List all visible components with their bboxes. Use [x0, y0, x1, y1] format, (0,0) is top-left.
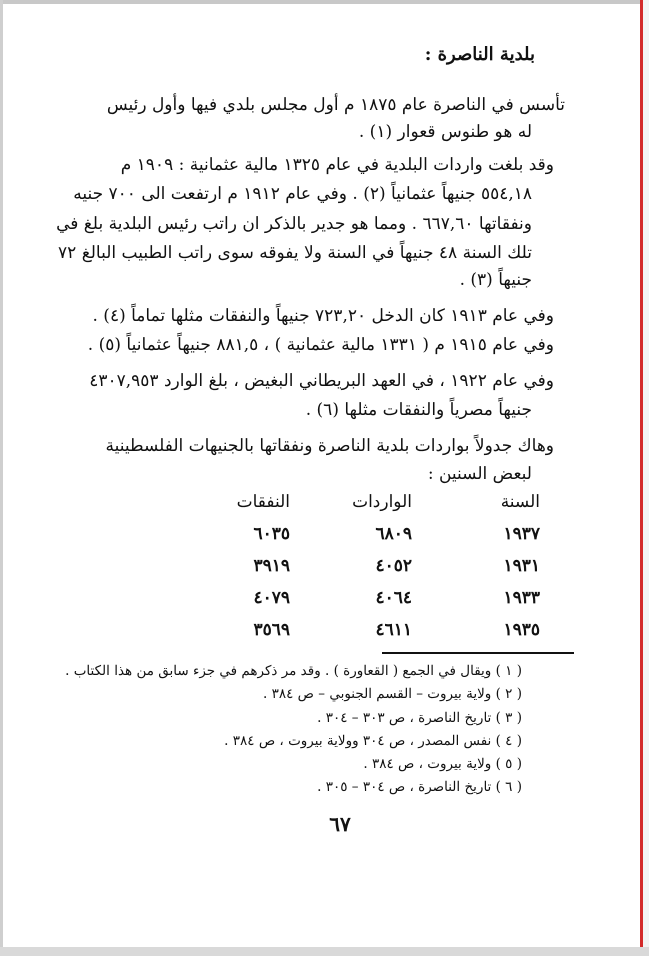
footnote: ( ١ ) ويقال في الجمع ( القعاورة ) . وقد مر ذكرهم في جزء سابق من هذا الكتاب .: [65, 663, 522, 679]
paragraph-line: تلك السنة ٤٨ جنيهاً في السنة ولا يفوقه سوى راتب الطبيب البالغ ٧٢: [58, 243, 532, 263]
paragraph-line: وفي عام ١٩٢٢ ، في العهد البريطاني البغيض ، بلغ الوارد ٤٣٠٧,٩٥٣: [89, 371, 554, 391]
table-cell-year: ١٩٣٥: [503, 620, 540, 640]
footnote: ( ٢ ) ولاية بيروت – القسم الجنوبي – ص ٣٨٤ .: [263, 686, 522, 702]
paragraph-line: لبعض السنين :: [427, 464, 532, 484]
paragraph-line: تأسس في الناصرة عام ١٨٧٥ م أول مجلس بلدي فيها وأول رئيس: [106, 95, 565, 115]
table-cell-revenue: ٤٠٦٤: [375, 588, 412, 608]
table-header-year: السنة: [500, 492, 540, 512]
table-cell-revenue: ٤٦١١: [375, 620, 412, 640]
paragraph-line: جنيهاً مصرياً والنفقات مثلها (٦) .: [305, 400, 532, 420]
footnote: ( ٦ ) تاريخ الناصرة ، ص ٣٠٤ – ٣٠٥ .: [317, 779, 522, 795]
window-left-border: [0, 0, 3, 956]
paragraph-line: وقد بلغت واردات البلدية في عام ١٣٢٥ مالية عثمانية : ١٩٠٩ م: [120, 155, 554, 175]
table-header-expense: النفقات: [236, 492, 290, 512]
paragraph-line: جنيهاً (٣) .: [459, 270, 532, 290]
table-cell-year: ١٩٣٧: [503, 524, 540, 544]
paragraph-line: وهاك جدولاً بواردات بلدية الناصرة ونفقاتها بالجنيهات الفلسطينية: [105, 436, 554, 456]
table-cell-expense: ٤٠٧٩: [253, 588, 290, 608]
footnote: ( ٣ ) تاريخ الناصرة ، ص ٣٠٣ – ٣٠٤ .: [317, 710, 522, 726]
table-cell-expense: ٣٩١٩: [253, 556, 290, 576]
paragraph-line: ٥٥٤,١٨ جنيهاً عثمانياً (٢) . وفي عام ١٩١٢ م ارتفعت الى ٧٠٠ جنيه: [73, 184, 532, 204]
paragraph-line: ونفقاتها ٦٦٧,٦٠ . ومما هو جدير بالذكر ان راتب رئيس البلدية بلغ في: [56, 214, 532, 234]
table-cell-year: ١٩٣٣: [503, 588, 540, 608]
paragraph-line: له هو طنوس قعوار (١) .: [358, 122, 532, 142]
document-page: [10, 0, 630, 947]
table-cell-expense: ٣٥٦٩: [253, 620, 290, 640]
paragraph-line: وفي عام ١٩١٥ م ( ١٣٣١ مالية عثمانية ) ، ٨٨١,٥ جنيهاً عثمانياً (٥) .: [87, 335, 554, 355]
table-header-revenue: الواردات: [352, 492, 412, 512]
footnote-divider: [382, 652, 574, 654]
table-cell-revenue: ٤٠٥٢: [375, 556, 412, 576]
paragraph-line: وفي عام ١٩١٣ كان الدخل ٧٢٣,٢٠ جنيهاً والنفقات مثلها تماماً (٤) .: [92, 306, 554, 326]
section-title: بلدية الناصرة :: [424, 44, 535, 65]
window-right-gutter: [643, 0, 649, 956]
window-bottom-border: [0, 947, 649, 956]
table-cell-year: ١٩٣١: [503, 556, 540, 576]
page-number: ٦٧: [329, 812, 351, 836]
footnote: ( ٤ ) نفس المصدر ، ص ٣٠٤ وولاية بيروت ، ص ٣٨٤ .: [224, 733, 522, 749]
table-cell-revenue: ٦٨٠٩: [375, 524, 412, 544]
footnote: ( ٥ ) ولاية بيروت ، ص ٣٨٤ .: [363, 756, 522, 772]
table-cell-expense: ٦٠٣٥: [253, 524, 290, 544]
